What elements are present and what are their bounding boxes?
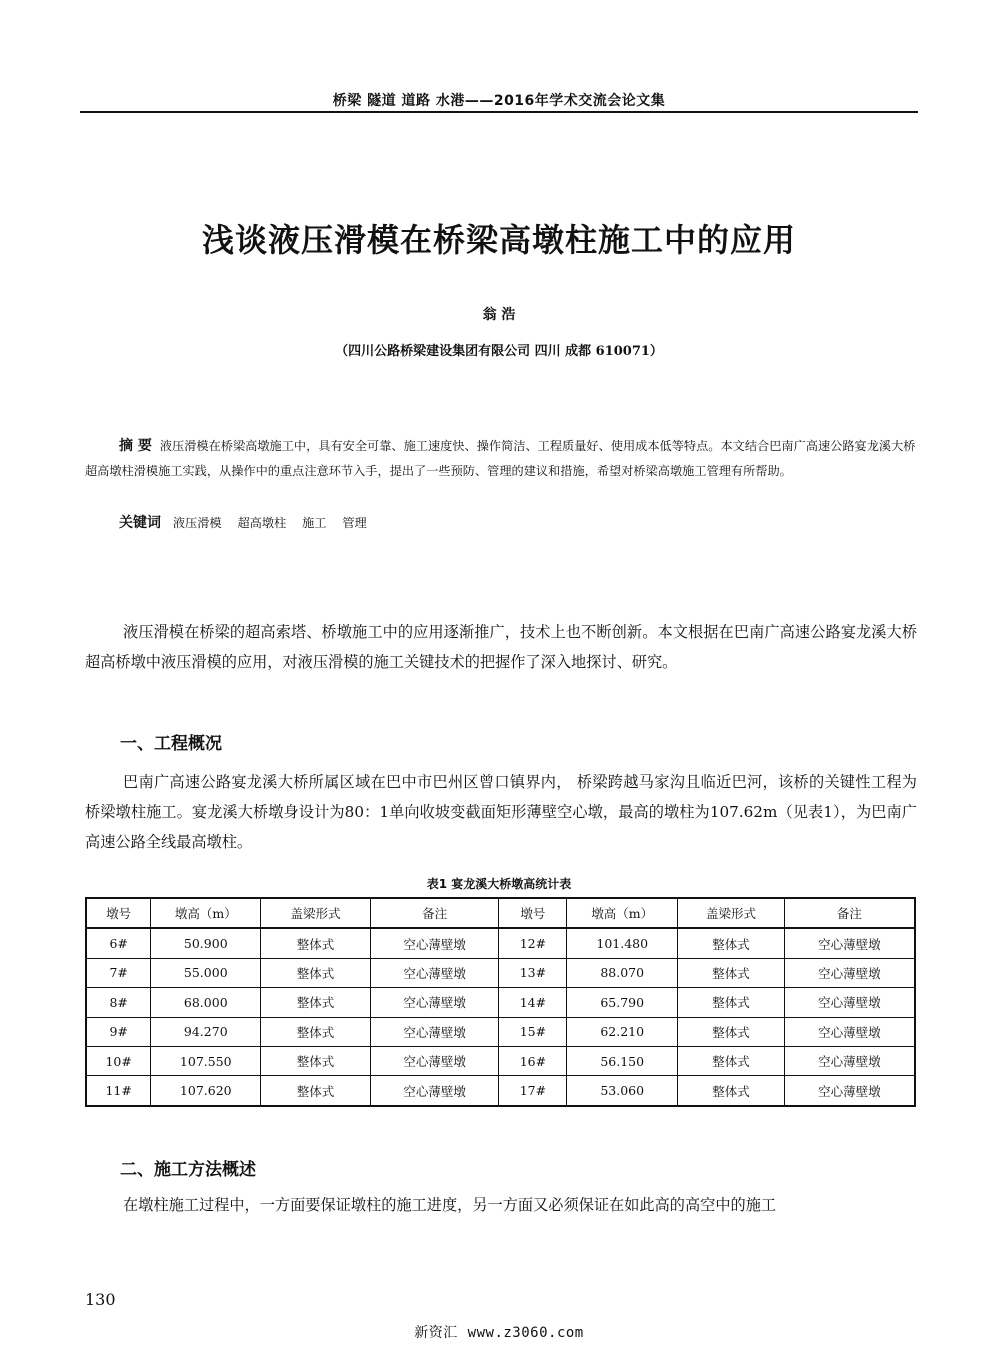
article-title: 浅谈液压滑模在桥梁高墩柱施工中的应用 — [201, 221, 796, 259]
table-row — [86, 1076, 915, 1106]
table-cell: 空心薄壁墩 — [370, 1017, 499, 1046]
table-cell: 53.060 — [567, 1076, 678, 1106]
watermark-footer — [80, 1322, 918, 1342]
table-cell: 空心薄壁墩 — [370, 1076, 499, 1106]
table-cell: 空心薄壁墩 — [784, 928, 915, 958]
table-caption: 表1 宴龙溪大桥墩高统计表 — [426, 877, 572, 891]
author-affiliation: （四川公路桥梁建设集团有限公司 四川 成都 610071） — [335, 344, 663, 359]
table-cell: 空心薄壁墩 — [370, 988, 499, 1017]
site-url: www.z3060.com — [467, 1325, 584, 1341]
table-cell: 11# — [86, 1076, 151, 1106]
section-2-heading: 二、施工方法概述 — [120, 1160, 256, 1180]
table-cell: 55.000 — [151, 958, 261, 987]
table-cell: 整体式 — [678, 988, 785, 1017]
running-header: 桥梁 隧道 道路 水港——2016年学术交流会论文集 — [332, 93, 666, 109]
section-1-paragraph: 巴南广高速公路宴龙溪大桥所属区域在巴中市巴州区曾口镇界内， 桥梁跨越马家沟且临近巴河，该桥的关键性工程为桥梁墩柱施工。宴龙溪大桥墩身设计为80：1单向收坡变截面矩形薄壁空心墩，最高的墩柱为107.62m（见表1），为巴南广高速公路全线最高墩柱。 — [85, 773, 917, 851]
table-cell: 15# — [499, 1017, 567, 1046]
table-cell: 整体式 — [261, 1017, 371, 1046]
table-cell: 整体式 — [678, 958, 785, 987]
keywords-label: 关键词 — [119, 515, 161, 531]
page-number: 130 — [85, 1290, 116, 1309]
abstract-text: 液压滑模在桥梁高墩施工中，具有安全可靠、施工速度快、操作简洁、工程质量好、使用成本低等特点。本文结合巴南广高速公路宴龙溪大桥超高墩柱滑模施工实践，从操作中的重点注意环节入手，提出了一些预防、管理的建议和措施，希望对桥梁高墩施工管理有所帮助。 — [85, 439, 916, 478]
table-row — [86, 988, 915, 1017]
keyword: 施工 — [302, 516, 327, 530]
column-header: 墩高（m） — [151, 898, 261, 928]
table-cell: 整体式 — [678, 1017, 785, 1046]
table-cell: 65.790 — [567, 988, 678, 1017]
table-cell: 14# — [499, 988, 567, 1017]
column-header: 备注 — [784, 898, 915, 928]
table-cell: 整体式 — [678, 928, 785, 958]
table-cell: 101.480 — [567, 928, 678, 958]
table-cell: 88.070 — [567, 958, 678, 987]
table-cell: 空心薄壁墩 — [370, 928, 499, 958]
table-cell: 空心薄壁墩 — [370, 1046, 499, 1075]
keyword: 液压滑模 — [172, 516, 222, 530]
table-cell: 107.620 — [151, 1076, 261, 1106]
table-cell: 整体式 — [261, 988, 371, 1017]
keywords — [119, 512, 909, 532]
table-cell: 17# — [499, 1076, 567, 1106]
table-cell: 6# — [86, 928, 151, 958]
table-cell: 整体式 — [678, 1076, 785, 1106]
column-header: 墩号 — [499, 898, 567, 928]
table-cell: 空心薄壁墩 — [784, 988, 915, 1017]
table-cell: 整体式 — [261, 958, 371, 987]
pier-height-table — [85, 897, 916, 1107]
abstract — [85, 434, 917, 484]
table-cell: 8# — [86, 988, 151, 1017]
table-cell: 整体式 — [261, 1076, 371, 1106]
table-cell: 空心薄壁墩 — [784, 958, 915, 987]
table-cell: 空心薄壁墩 — [784, 1076, 915, 1106]
table-cell: 整体式 — [678, 1046, 785, 1075]
table-cell: 10# — [86, 1046, 151, 1075]
abstract-label: 摘 要 — [119, 438, 152, 454]
table-row — [86, 958, 915, 987]
keyword: 超高墩柱 — [237, 516, 287, 530]
table-cell: 13# — [499, 958, 567, 987]
table-row — [86, 1046, 915, 1075]
table-cell: 94.270 — [151, 1017, 261, 1046]
table-cell: 68.000 — [151, 988, 261, 1017]
site-name: 新资汇 — [414, 1325, 458, 1341]
intro-paragraph: 液压滑模在桥梁的超高索塔、桥墩施工中的应用逐渐推广，技术上也不断创新。本文根据在巴南广高速公路宴龙溪大桥超高桥墩中液压滑模的应用，对液压滑模的施工关键技术的把握作了深入地探讨、研究。 — [85, 623, 917, 671]
table-row — [86, 928, 915, 958]
table-cell: 16# — [499, 1046, 567, 1075]
column-header: 盖梁形式 — [678, 898, 785, 928]
table-cell: 空心薄壁墩 — [784, 1046, 915, 1075]
table-header-row — [86, 898, 915, 928]
table-cell: 62.210 — [567, 1017, 678, 1046]
table-cell: 空心薄壁墩 — [784, 1017, 915, 1046]
table-cell: 12# — [499, 928, 567, 958]
table-cell: 107.550 — [151, 1046, 261, 1075]
column-header: 墩号 — [86, 898, 151, 928]
table-row — [86, 1017, 915, 1046]
table-cell: 空心薄壁墩 — [370, 958, 499, 987]
column-header: 盖梁形式 — [261, 898, 371, 928]
table-cell: 50.900 — [151, 928, 261, 958]
author-name: 翁 浩 — [482, 307, 516, 323]
table-cell: 整体式 — [261, 1046, 371, 1075]
table-cell: 56.150 — [567, 1046, 678, 1075]
column-header: 墩高（m） — [567, 898, 678, 928]
keyword: 管理 — [342, 516, 367, 530]
table-cell: 7# — [86, 958, 151, 987]
table-cell: 整体式 — [261, 928, 371, 958]
table-cell: 9# — [86, 1017, 151, 1046]
section-1-heading: 一、工程概况 — [120, 734, 222, 754]
header-rule — [80, 111, 918, 113]
column-header: 备注 — [370, 898, 499, 928]
section-2-paragraph: 在墩柱施工过程中，一方面要保证墩柱的施工进度，另一方面又必须保证在如此高的高空中的施工 — [123, 1196, 777, 1214]
